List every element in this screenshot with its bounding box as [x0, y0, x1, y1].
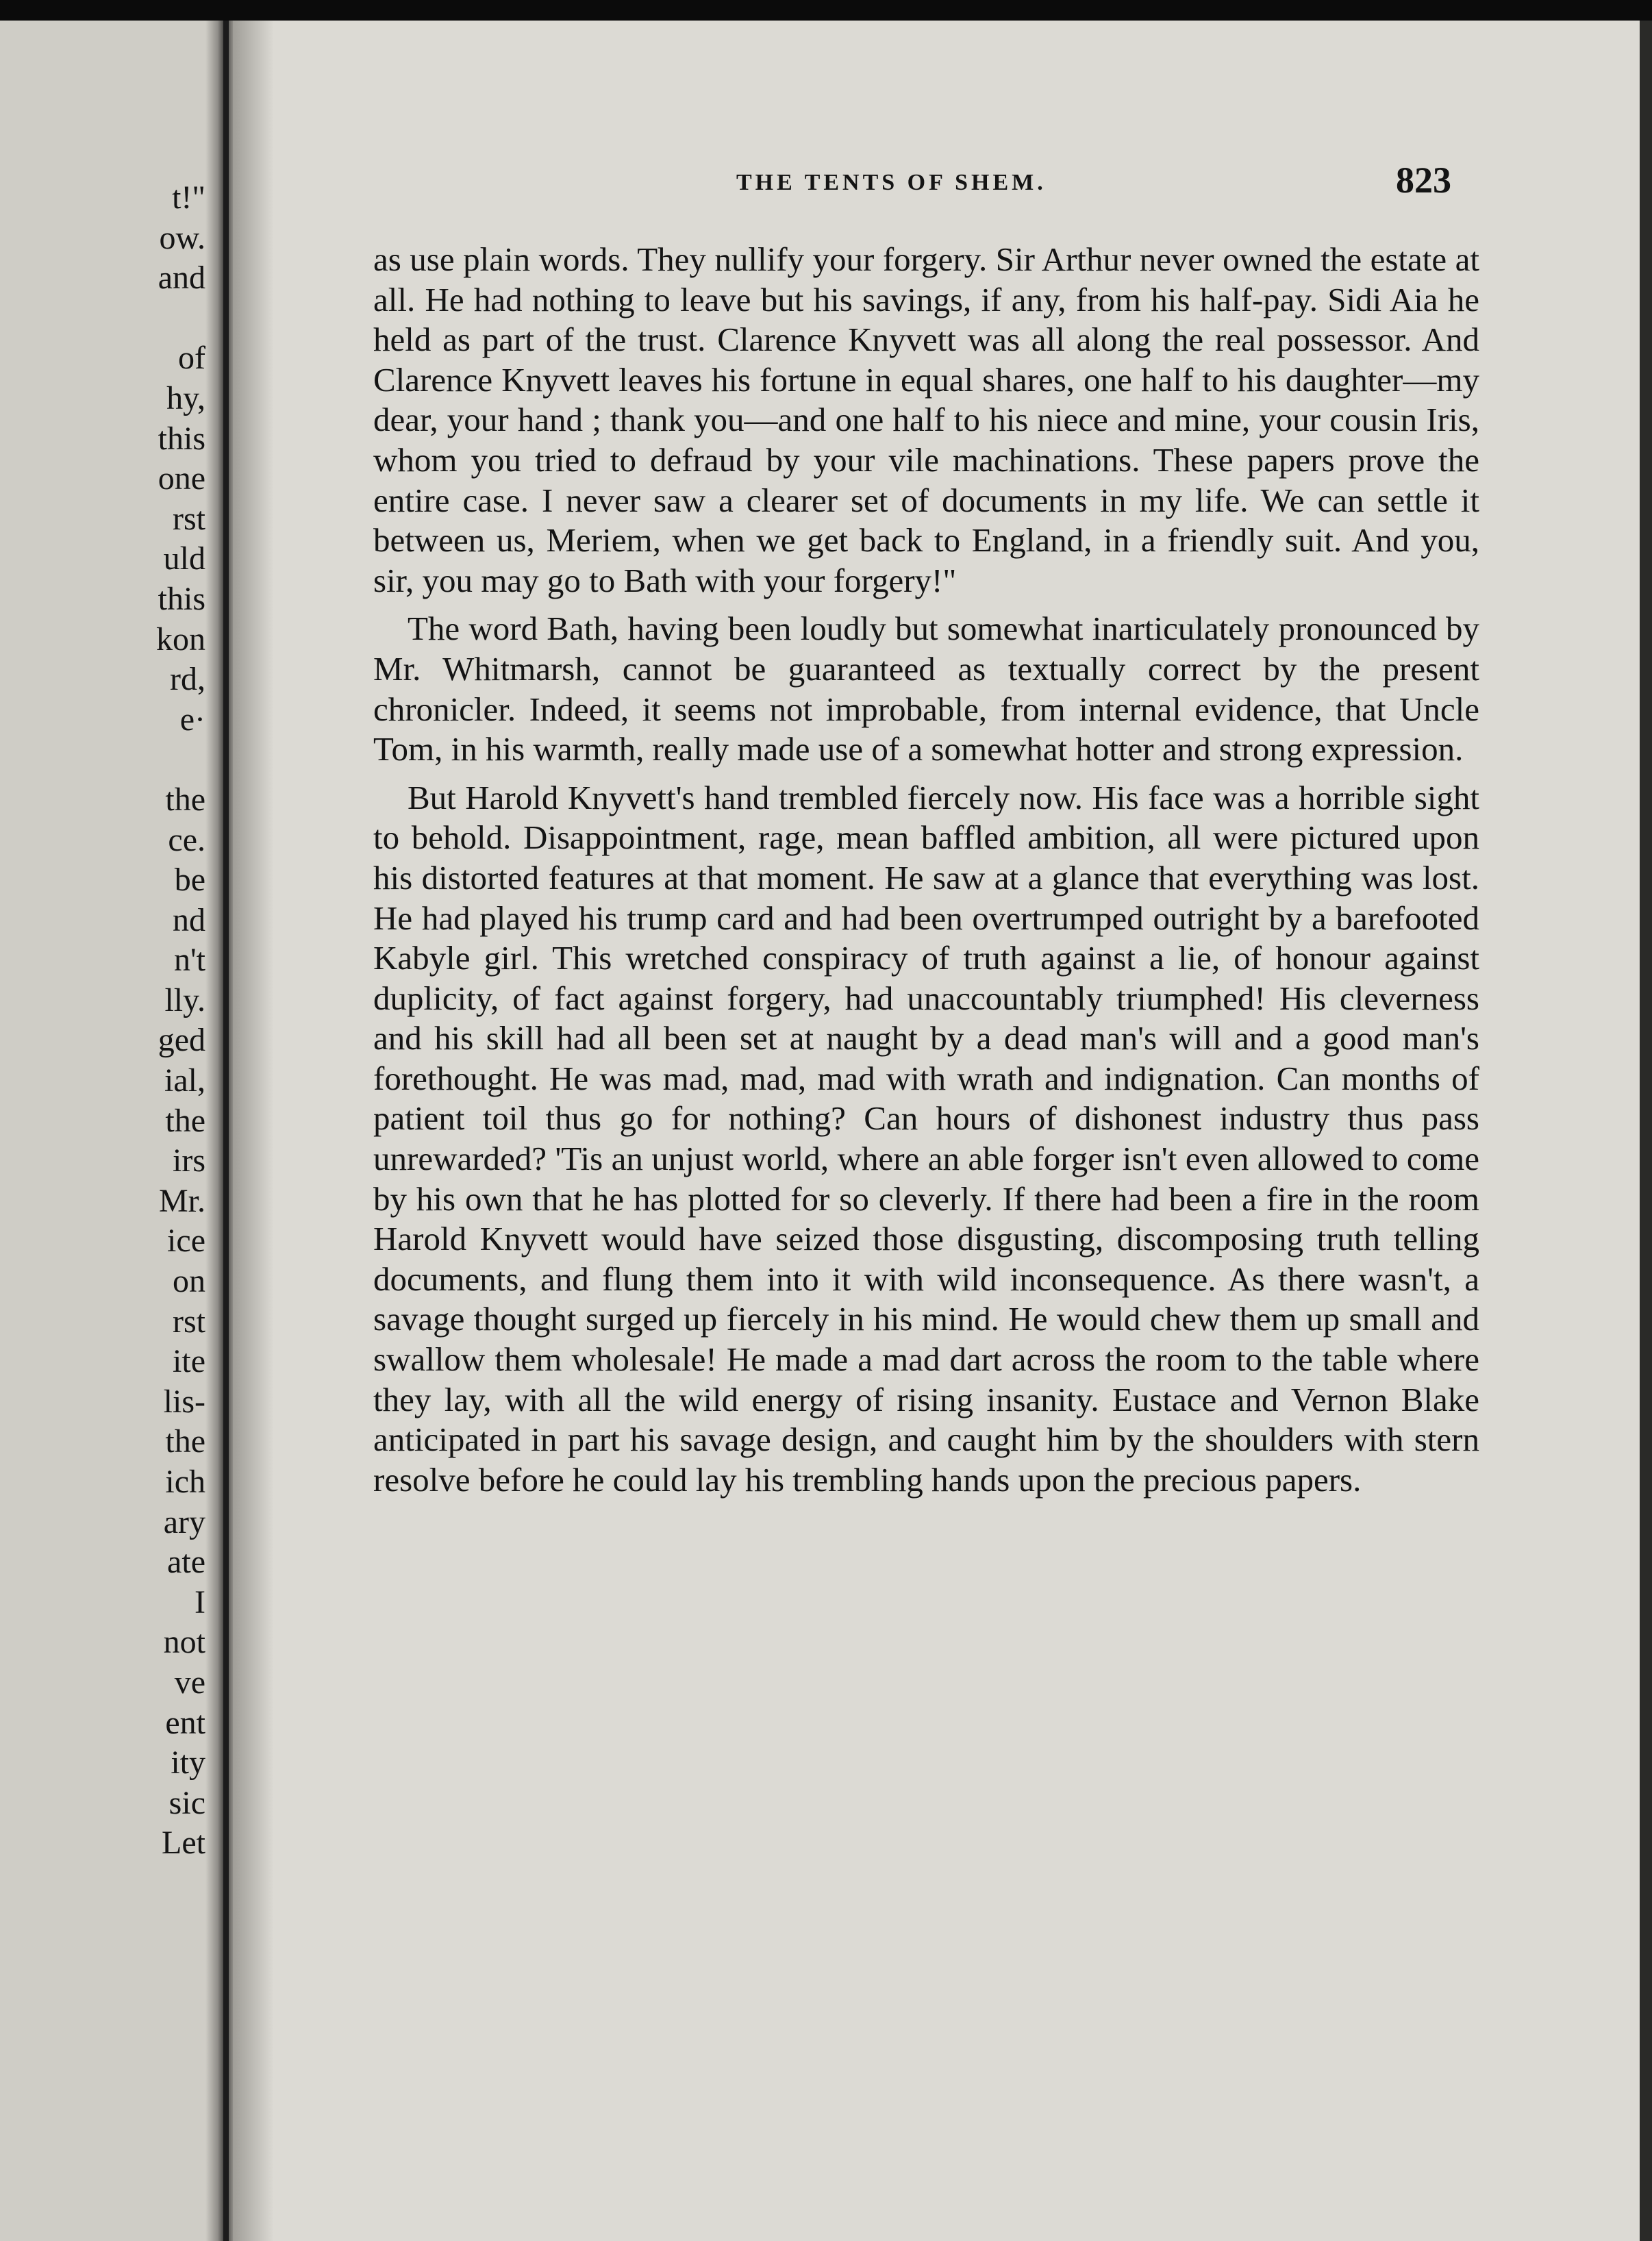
paragraph: as use plain words. They nullify your forgery. Sir Arthur never owned the estate at all. He had nothing to leave but his savings, if any, from his half-pay. Sidi Aia he held as part of the trust. Clarence Knyvett was all along the real possessor. And Clarence Knyvett leaves his fortune in equal shares, one half to his daughter—my dear, your hand ; thank you—and one half to his niece and mine, your cousin Iris, whom you tried to defraud by your vile machinations. These papers prove the entire case. I never saw a clearer set of documents in my life. We can settle it between us, Meriem, when we get back to England, in a friendly suit. And you, sir, you may go to Bath with your forgery!"	[373, 240, 1479, 599]
fragment-gap	[0, 299, 223, 339]
fragment-line: ity	[171, 1744, 205, 1781]
page-number: 823	[1396, 160, 1451, 201]
fragment-line: ged	[158, 1022, 205, 1059]
left-page	[0, 21, 223, 2241]
fragment-line: t!"	[172, 179, 205, 216]
fragment-line: one	[158, 460, 205, 497]
fragment-line: e·	[179, 701, 205, 738]
fragment-line: on	[173, 1263, 205, 1300]
book-spine	[223, 21, 229, 2241]
fragment-line: be	[174, 862, 205, 899]
fragment-line: kon	[156, 621, 205, 658]
fragment-line: rst	[173, 1303, 205, 1340]
fragment-line: and	[158, 260, 205, 297]
fragment-line: ial,	[164, 1062, 205, 1099]
fragment-line: ich	[165, 1464, 205, 1500]
fragment-line: ow.	[159, 219, 205, 256]
fragment-line: nd	[173, 901, 205, 938]
fragment-line: rd,	[170, 661, 205, 698]
fragment-line: rst	[173, 500, 205, 537]
page-body	[373, 240, 1479, 1500]
fragment-line: this	[158, 580, 205, 617]
fragment-line: the	[165, 781, 205, 818]
fragment-line: Let	[162, 1825, 205, 1862]
fragment-line: n't	[174, 942, 205, 979]
fragment-line: ce.	[168, 821, 205, 858]
fragment-line: ve	[174, 1664, 205, 1701]
fragment-line: Mr.	[158, 1182, 205, 1219]
fragment-gap	[0, 740, 223, 780]
fragment-line: ice	[167, 1223, 205, 1260]
fragment-line: hy,	[166, 379, 205, 416]
left-page-fragments	[0, 178, 205, 1864]
fragment-line: uld	[163, 540, 205, 577]
fragment-line: I	[195, 1583, 205, 1620]
fragment-line: sic	[168, 1784, 205, 1821]
scan-top-edge	[0, 0, 1652, 21]
fragment-line: the	[165, 1102, 205, 1139]
scan-right-edge	[1640, 21, 1652, 2241]
fragment-line: ite	[173, 1343, 205, 1380]
fragment-line: lly.	[164, 981, 205, 1018]
fragment-line: not	[163, 1624, 205, 1661]
gutter-shadow	[205, 21, 233, 2241]
paragraph: But Harold Knyvett's hand trembled fiercely now. His face was a horrible sight to behold. Disappointment, rage, mean baffled ambition, all were pictured upon his distorted features at that moment. He saw at a glance that everything was lost. He had played his trump card and had been overtrumped outright by a barefooted Kabyle girl. This wretched conspiracy of truth against a lie, of honour against duplicity, of fact against forgery, had unaccountably triumphed! His cleverness and his skill had all been set at naught by a dead man's will and a good man's forethought. He was mad, mad, mad with wrath and indignation. Can months of patient toil thus go for nothing? Can hours of dishonest industry thus pass unrewarded? 'Tis an unjust world, where an able forger isn't even allowed to come by his own that he has plotted for so cleverly. If there had been a fire in the room Harold Knyvett would have seized those disgusting, discomposing truth telling documents, and flung them into it with wild inconsequence. As there wasn't, a savage thought surged up fiercely in his mind. He would chew them up small and swallow them wholesale! He made a mad dart across the room to the table where they lay, with all the wild energy of rising insanity. Eustace and Vernon Blake anticipated in part his savage design, and caught him by the shoulders with stern resolve before he could lay his trembling hands upon the precious papers.	[373, 778, 1479, 1499]
fragment-line: of	[178, 340, 205, 377]
fragment-line: this	[158, 420, 205, 457]
fragment-line: ate	[167, 1544, 205, 1581]
fragment-line: irs	[173, 1142, 205, 1179]
fragment-line: ary	[163, 1503, 205, 1540]
running-title: THE TENTS OF SHEM.	[736, 170, 1047, 195]
fragment-line: ent	[165, 1704, 205, 1741]
fragment-line: the	[165, 1423, 205, 1460]
paragraph: The word Bath, having been loudly but somewhat inarticulately pronounced by Mr. Whitmarsh, cannot be guaranteed as textually correct by the present chronicler. Indeed, it seems not improbable, from internal evidence, that Uncle Tom, in his warmth, really made use of a somewhat hotter and strong expression.	[373, 610, 1479, 768]
fragment-line: lis-	[163, 1383, 205, 1420]
